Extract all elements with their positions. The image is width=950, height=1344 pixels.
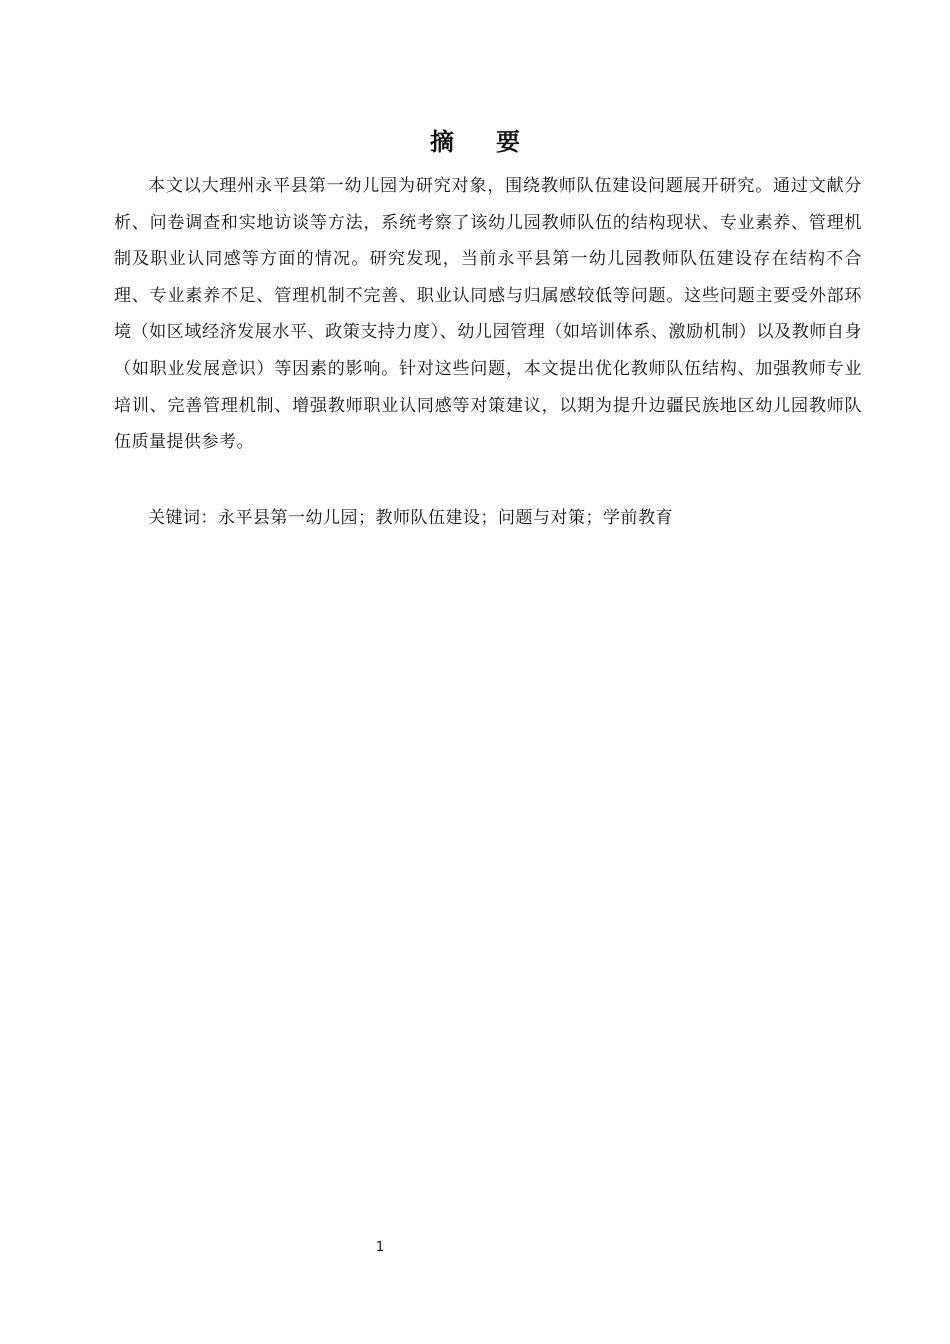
keywords-line — [148, 500, 862, 536]
abstract-body: 本文以大理州永平县第一幼儿园为研究对象，围绕教师队伍建设问题展开研究。通过文献分析、问卷调查和实地访谈等方法，系统考察了该幼儿园教师队伍的结构现状、专业素养、管理机制及职业认同感等方面的情况。研究发现，当前永平县第一幼儿园教师队伍建设存在结构不合理、专业素养不足、管理机制不完善、职业认同感与归属感较低等问题。这些问题主要受外部环境（如区域经济发展水平、政策支持力度）、幼儿园管理（如培训体系、激励机制）以及教师自身（如职业发展意识）等因素的影响。针对这些问题，本文提出优化教师队伍结构、加强教师专业培训、完善管理机制、增强教师职业认同感等对策建议，以期为提升边疆民族地区幼儿园教师队伍质量提供参考。 — [114, 176, 862, 453]
keywords-text: 永平县第一幼儿园；教师队伍建设；问题与对策；学前教育 — [218, 508, 673, 528]
keywords-label: 关键词： — [148, 508, 218, 528]
page-number: 1 — [375, 1240, 385, 1255]
abstract-title: 摘要 — [430, 128, 562, 156]
